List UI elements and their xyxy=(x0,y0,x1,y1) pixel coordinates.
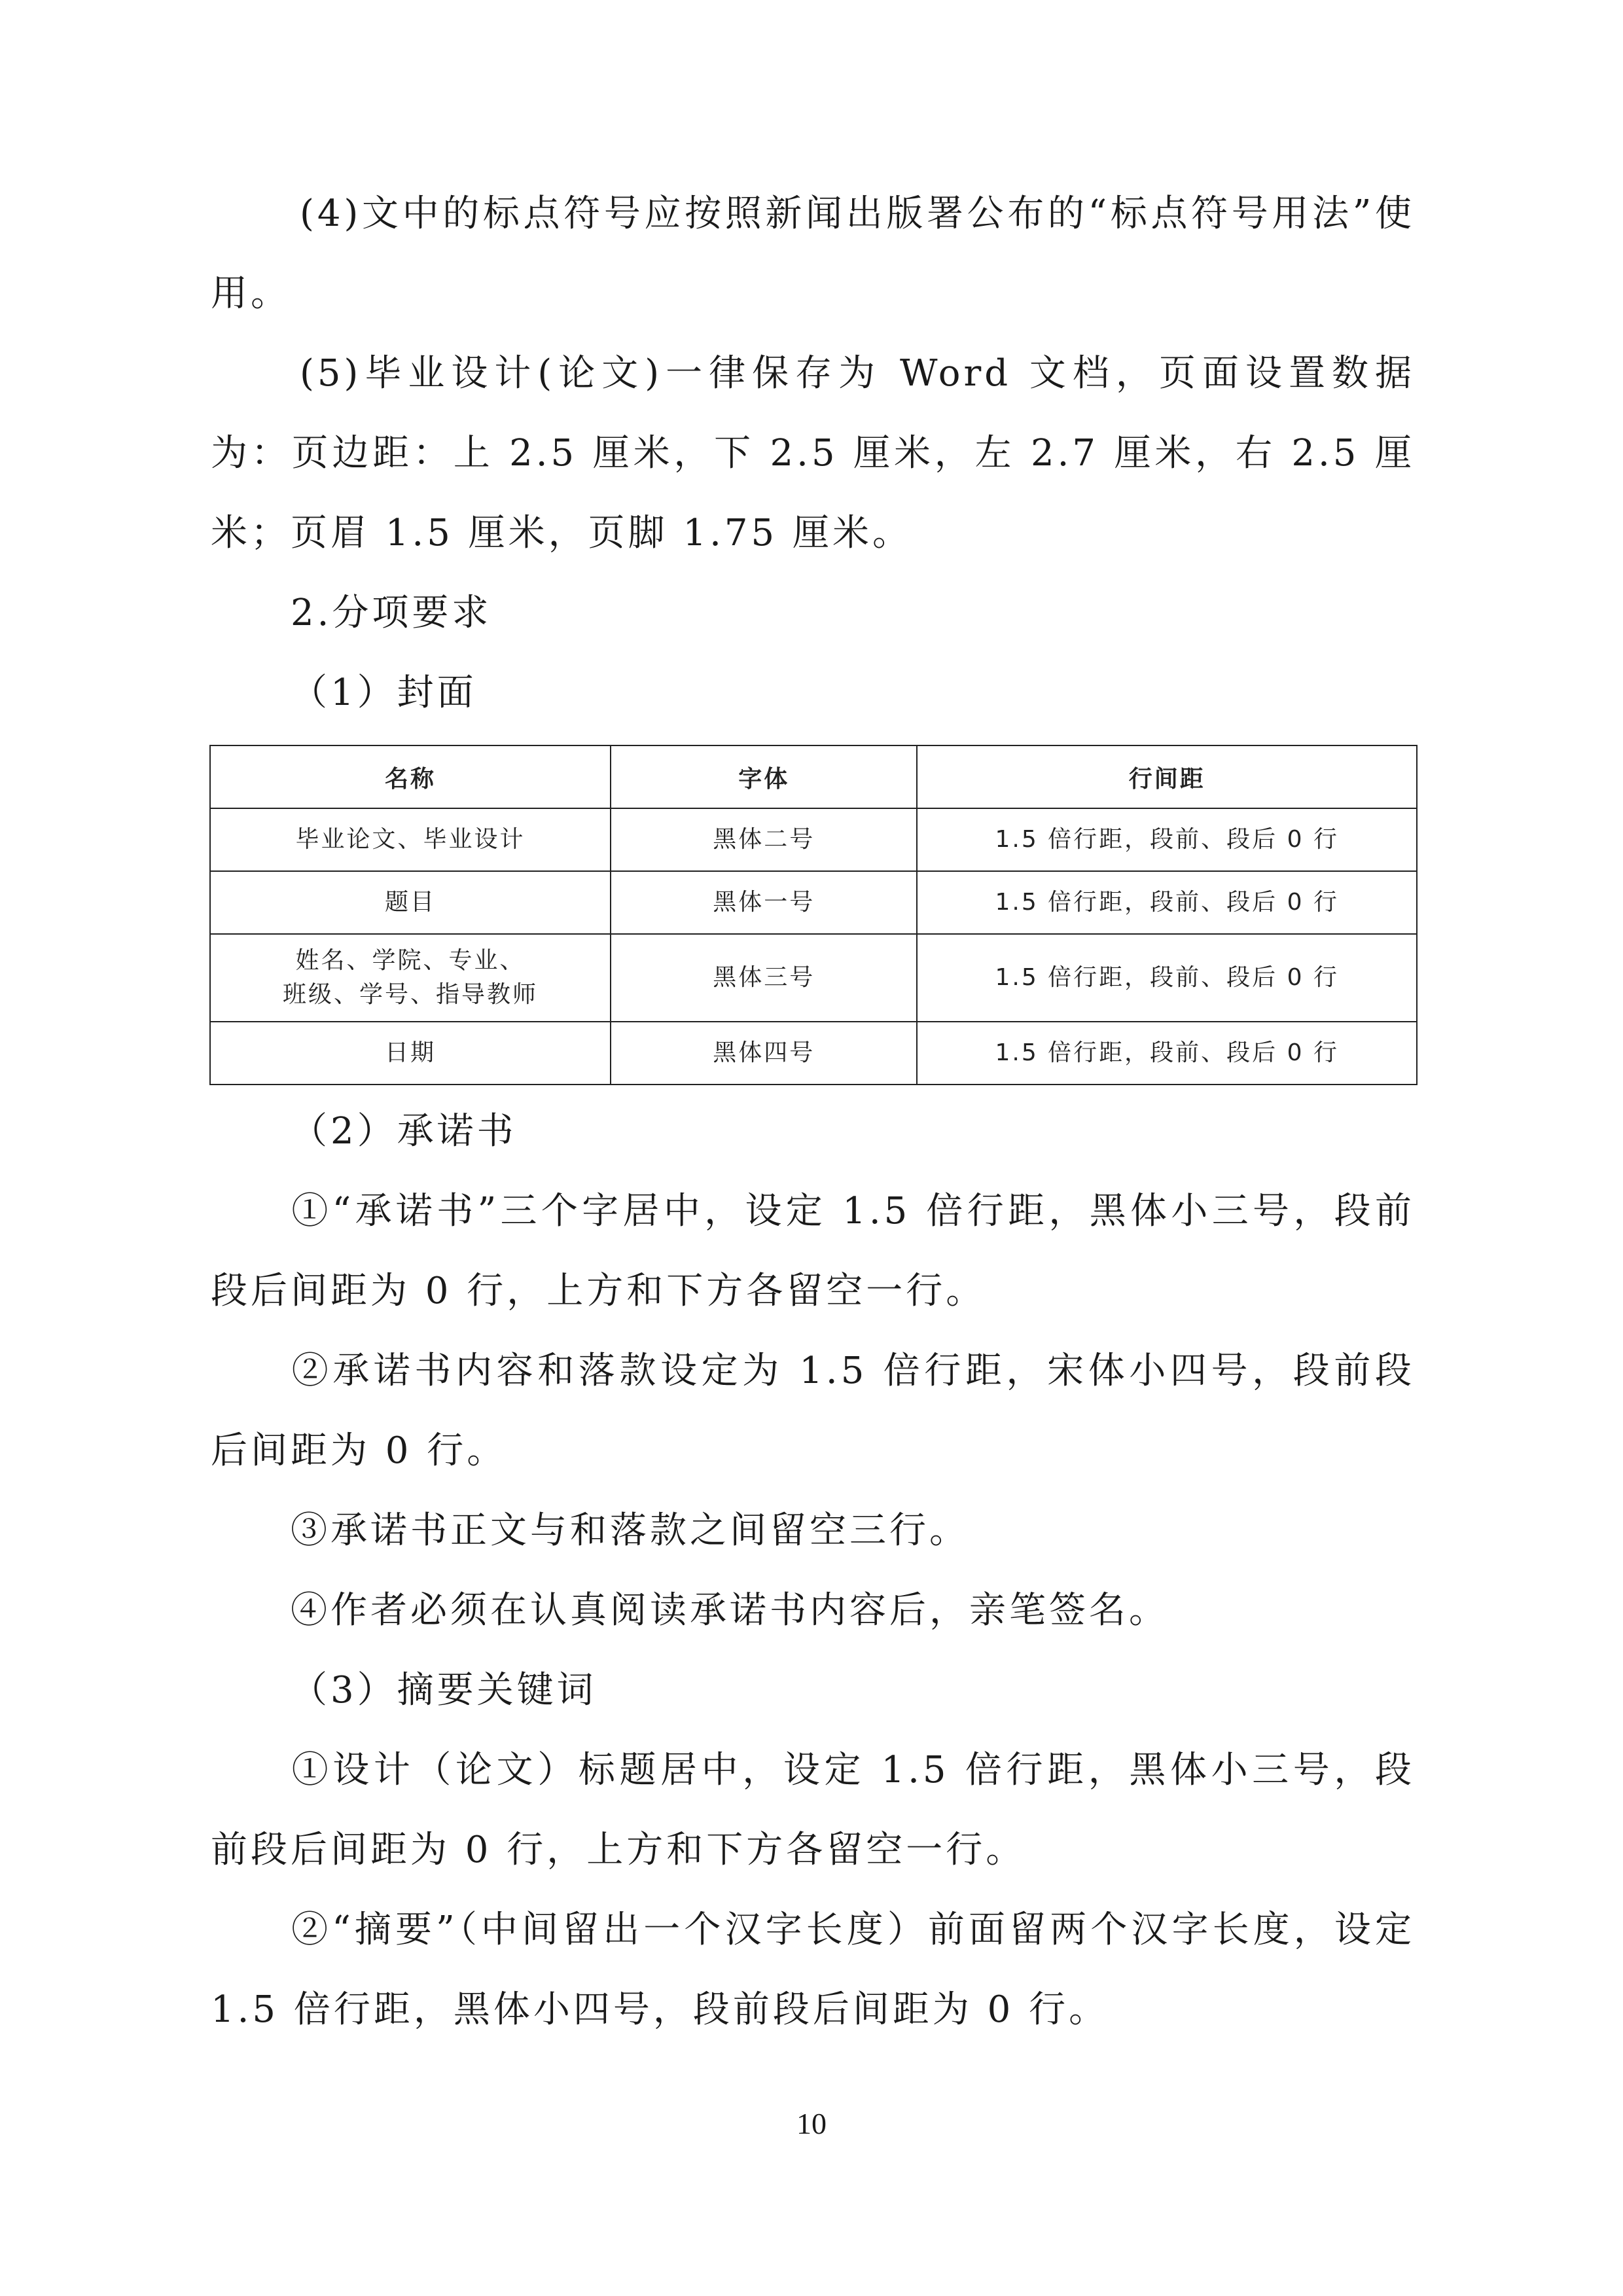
paragraph-text: ②“摘要”（中间留出一个汉字长度）前面留两个汉字长度，设定 1.5 倍行距，黑体小四号，段前段后间距为 0 行。 xyxy=(211,1909,1415,2031)
table-cell-spacing: 1.5 倍行距，段前、段后 0 行 xyxy=(917,934,1417,1022)
table-cell-font: 黑体一号 xyxy=(611,871,917,934)
table-cell-name xyxy=(210,934,611,1022)
paragraph-text: ①“承诺书”三个字居中，设定 1.5 倍行距，黑体小三号，段前段后间距为 0 行，上方和下方各留空一行。 xyxy=(211,1190,1415,1312)
cover-format-table xyxy=(209,745,1418,1085)
table-cell-font: 黑体二号 xyxy=(611,808,917,871)
table-cell-name-line2: 班级、学号、指导教师 xyxy=(282,981,538,1008)
subheading-cover xyxy=(211,653,1415,733)
table-cell-name: 日期 xyxy=(210,1022,611,1085)
table-header-spacing: 行间距 xyxy=(917,745,1417,808)
paragraph-punctuation-rule xyxy=(211,174,1415,334)
table-row xyxy=(210,1022,1417,1085)
heading-text: （3）摘要关键词 xyxy=(291,1669,597,1712)
paragraph-text: (5)毕业设计(论文)一律保存为 Word 文档，页面设置数据为：页边距：上 2.5 厘米，下 2.5 厘米，左 2.7 厘米，右 2.5 厘米；页眉 1.5 厘米，页脚 1.75 厘米。 xyxy=(211,352,1415,554)
table-cell-font: 黑体三号 xyxy=(611,934,917,1022)
paragraph-text: ③承诺书正文与和落款之间留空三行。 xyxy=(291,1509,969,1552)
subheading-pledge xyxy=(211,1092,1415,1172)
table-row xyxy=(210,934,1417,1022)
paragraph-text: (4)文中的标点符号应按照新闻出版署公布的“标点符号用法”使用。 xyxy=(211,192,1415,315)
paragraph-pledge-2 xyxy=(211,1331,1415,1491)
paragraph-pledge-3 xyxy=(211,1491,1415,1571)
section-heading-itemized-requirements xyxy=(211,573,1415,653)
paragraph-text: ②承诺书内容和落款设定为 1.5 倍行距，宋体小四号，段前段后间距为 0 行。 xyxy=(211,1350,1415,1472)
heading-text: 2.分项要求 xyxy=(291,592,492,634)
table-cell-font: 黑体四号 xyxy=(611,1022,917,1085)
table-cell-name-line1: 姓名、学院、专业、 xyxy=(295,947,526,974)
heading-text: （2）承诺书 xyxy=(291,1110,517,1153)
heading-text: （1）封面 xyxy=(291,672,477,714)
paragraph-text: ①设计（论文）标题居中，设定 1.5 倍行距，黑体小三号，段前段后间距为 0 行，上方和下方各留空一行。 xyxy=(211,1749,1415,1871)
subheading-abstract-keywords xyxy=(211,1651,1415,1731)
table-cell-name: 题目 xyxy=(210,871,611,934)
table-cell-spacing: 1.5 倍行距，段前、段后 0 行 xyxy=(917,808,1417,871)
paragraph-abstract-1 xyxy=(211,1731,1415,1890)
table-cell-spacing: 1.5 倍行距，段前、段后 0 行 xyxy=(917,1022,1417,1085)
paragraph-abstract-2 xyxy=(211,1890,1415,2050)
paragraph-pledge-1 xyxy=(211,1172,1415,1331)
paragraph-text: ④作者必须在认真阅读承诺书内容后，亲笔签名。 xyxy=(291,1589,1169,1632)
table-cell-spacing: 1.5 倍行距，段前、段后 0 行 xyxy=(917,871,1417,934)
table-header-font: 字体 xyxy=(611,745,917,808)
table-cell-name: 毕业论文、毕业设计 xyxy=(210,808,611,871)
paragraph-pledge-4 xyxy=(211,1571,1415,1651)
table-row xyxy=(210,808,1417,871)
page-number: 10 xyxy=(796,2107,827,2140)
table-row xyxy=(210,871,1417,934)
table-header-name: 名称 xyxy=(210,745,611,808)
table-header-row xyxy=(210,745,1417,808)
paragraph-word-page-setup xyxy=(211,334,1415,573)
